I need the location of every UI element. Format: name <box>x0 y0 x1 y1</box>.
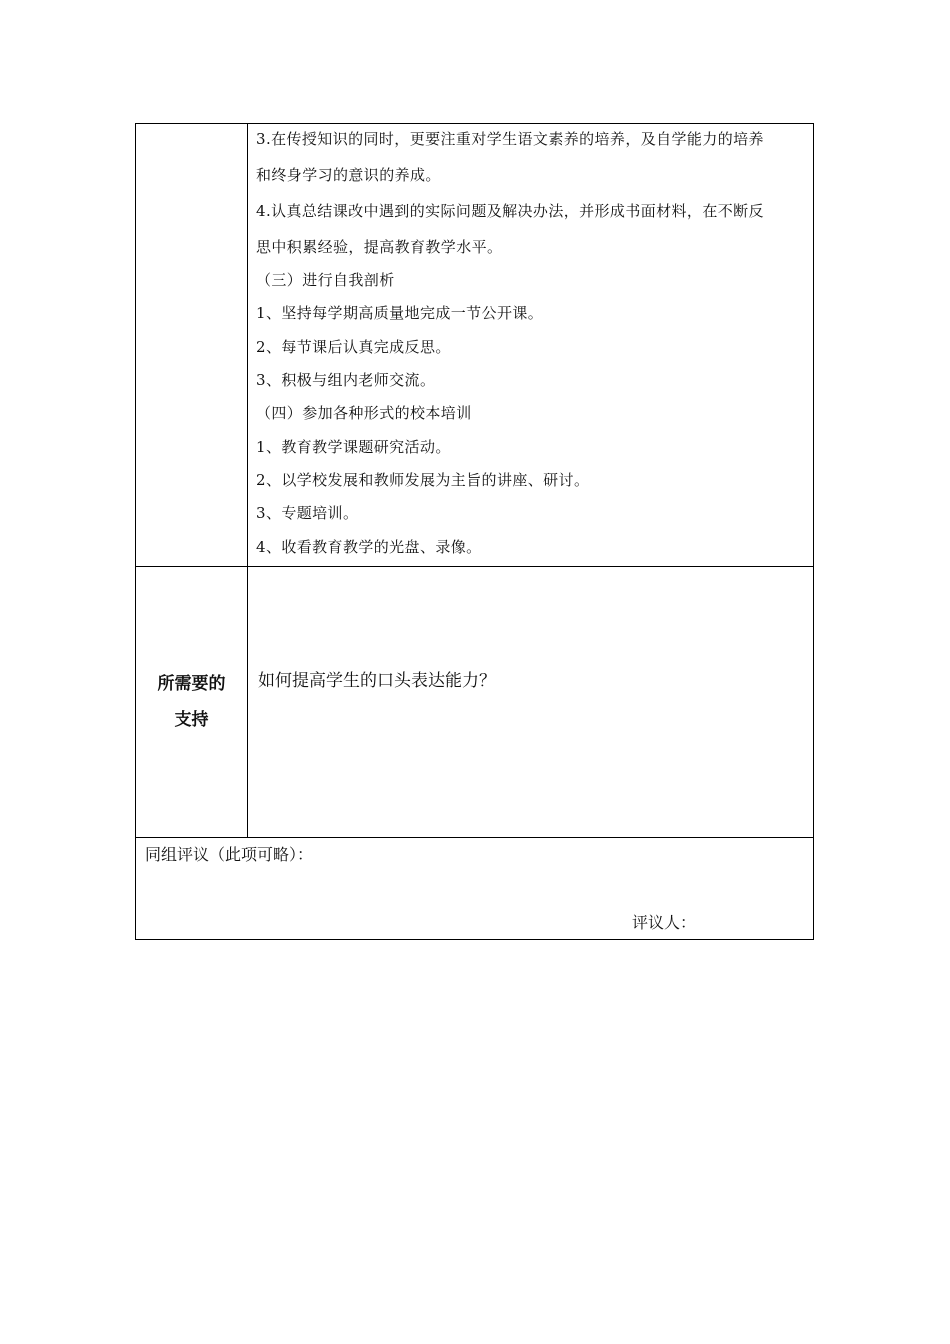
support-content: 如何提高学生的口头表达能力？ <box>258 671 496 691</box>
plan-line: 3、专题培训。 <box>256 504 359 522</box>
plan-line: 4.认真总结课改中遇到的实际问题及解决办法，并形成书面材料，在不断反 <box>256 202 764 220</box>
section-heading: （四）参加各种形式的校本培训 <box>256 404 472 422</box>
plan-line: 2、每节课后认真完成反思。 <box>256 338 451 356</box>
table-row-divider <box>135 566 814 567</box>
table-column-divider <box>247 123 248 837</box>
support-label: 所需要的 <box>157 674 226 694</box>
plan-line: 1、坚持每学期高质量地完成一节公开课。 <box>256 304 544 322</box>
plan-line: 2、以学校发展和教师发展为主旨的讲座、研讨。 <box>256 471 590 489</box>
support-label: 支持 <box>174 710 209 730</box>
reviewer-label: 评议人： <box>632 913 697 932</box>
plan-line: 思中积累经验，提高教育教学水平。 <box>256 238 503 256</box>
plan-line: 3、积极与组内老师交流。 <box>256 371 436 389</box>
review-title: 同组评议（此项可略）： <box>145 845 314 864</box>
plan-line: 3.在传授知识的同时，更要注重对学生语文素养的培养，及自学能力的培养 <box>256 130 764 148</box>
plan-line: 1、教育教学课题研究活动。 <box>256 438 451 456</box>
plan-line: 和终身学习的意识的养成。 <box>256 166 441 184</box>
section-heading: （三）进行自我剖析 <box>256 271 395 289</box>
plan-line: 4、收看教育教学的光盘、录像。 <box>256 538 482 556</box>
table-row-divider <box>135 837 814 838</box>
